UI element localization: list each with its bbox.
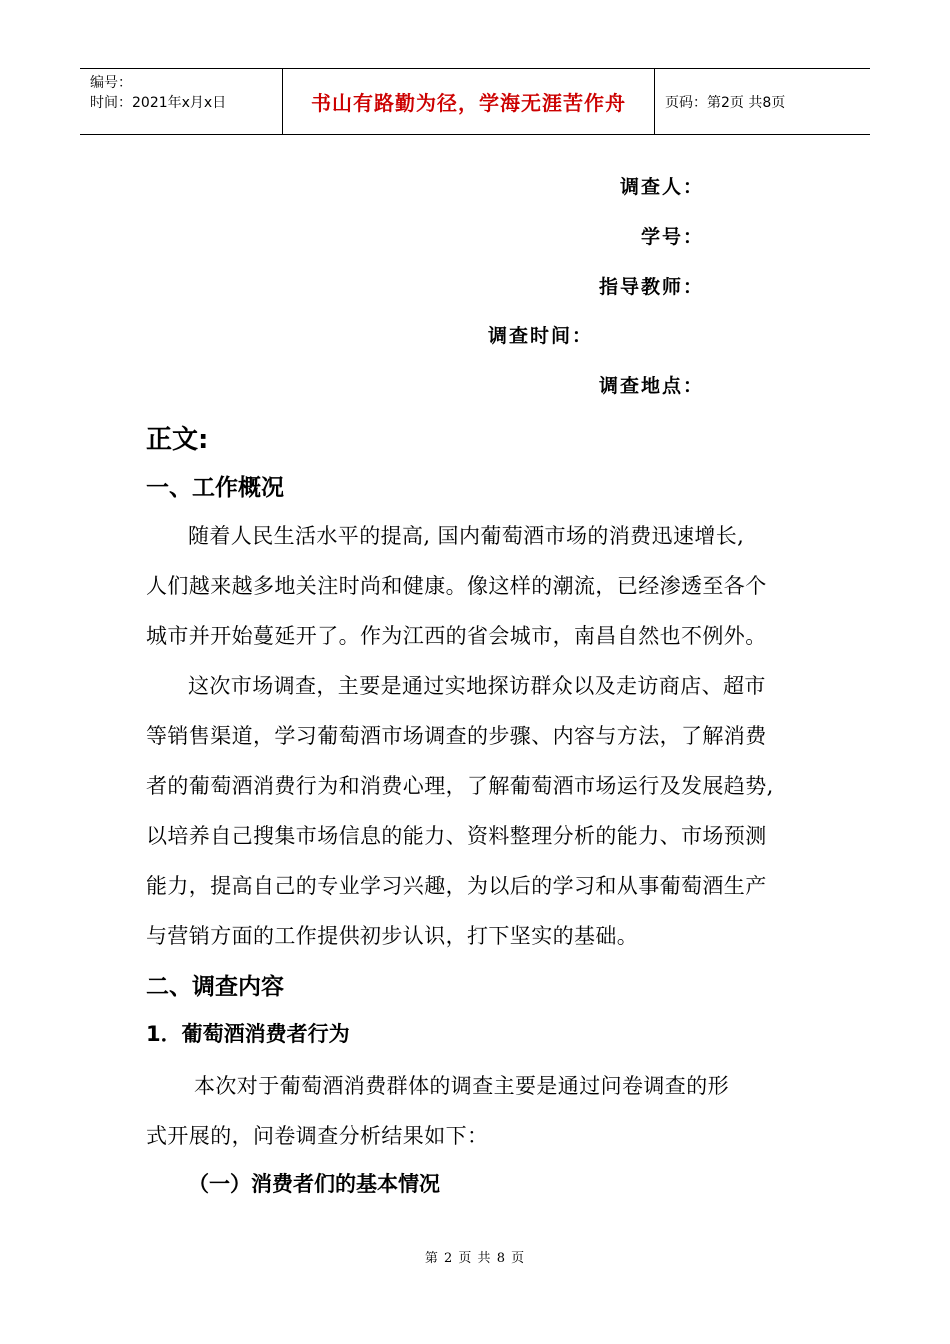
paragraph-line: 式开展的，问卷调查分析结果如下：	[146, 1124, 489, 1148]
main-title: 正文:	[146, 425, 209, 455]
page-header	[80, 68, 870, 135]
header-meta-cell	[80, 69, 282, 134]
subsection-item-title: （一）消费者们的基本情况	[188, 1172, 440, 1196]
paragraph-line: 城市并开始蔓延开了。作为江西的省会城市，南昌自然也不例外。	[146, 624, 767, 648]
survey-time-field: 调查时间：	[487, 325, 593, 347]
paragraph-line: 这次市场调查，主要是通过实地探访群众以及走访商店、超市	[188, 674, 766, 698]
subsection-1-title: 1．葡萄酒消费者行为	[146, 1022, 350, 1046]
paragraph-line: 以培养自己搜集市场信息的能力、资料整理分析的能力、市场预测	[146, 824, 767, 848]
investigator-field: 调查人：	[619, 176, 704, 198]
student-id-field: 学号：	[640, 226, 704, 248]
paragraph-line: 人们越来越多地关注时尚和健康。像这样的潮流，已经渗透至各个	[146, 574, 767, 598]
header-motto: 书山有路勤为径，学海无涯苦作舟	[282, 69, 655, 134]
paragraph-line: 与营销方面的工作提供初步认识，打下坚实的基础。	[146, 924, 639, 948]
header-page-info: 页码：第2页 共8页	[665, 94, 786, 111]
document-number-label: 编号：	[90, 75, 132, 91]
section-2-title: 二、调查内容	[146, 974, 284, 1000]
paragraph-line: 本次对于葡萄酒消费群体的调查主要是通过问卷调查的形	[194, 1074, 729, 1098]
page-footer: 第 2 页 共 8 页	[424, 1251, 526, 1266]
section-1-title: 一、工作概况	[146, 475, 284, 501]
advisor-field: 指导教师：	[598, 276, 704, 298]
paragraph-line: 能力，提高自己的专业学习兴趣，为以后的学习和从事葡萄酒生产	[146, 874, 767, 898]
paragraph-line: 者的葡萄酒消费行为和消费心理，了解葡萄酒市场运行及发展趋势,	[146, 774, 774, 798]
document-time-label: 时间：2021年x月x日	[90, 95, 227, 111]
paragraph-line: 等销售渠道，学习葡萄酒市场调查的步骤、内容与方法，了解消费	[146, 724, 767, 748]
survey-location-field: 调查地点：	[598, 375, 704, 397]
paragraph-line: 随着人民生活水平的提高, 国内葡萄酒市场的消费迅速增长,	[188, 524, 745, 548]
